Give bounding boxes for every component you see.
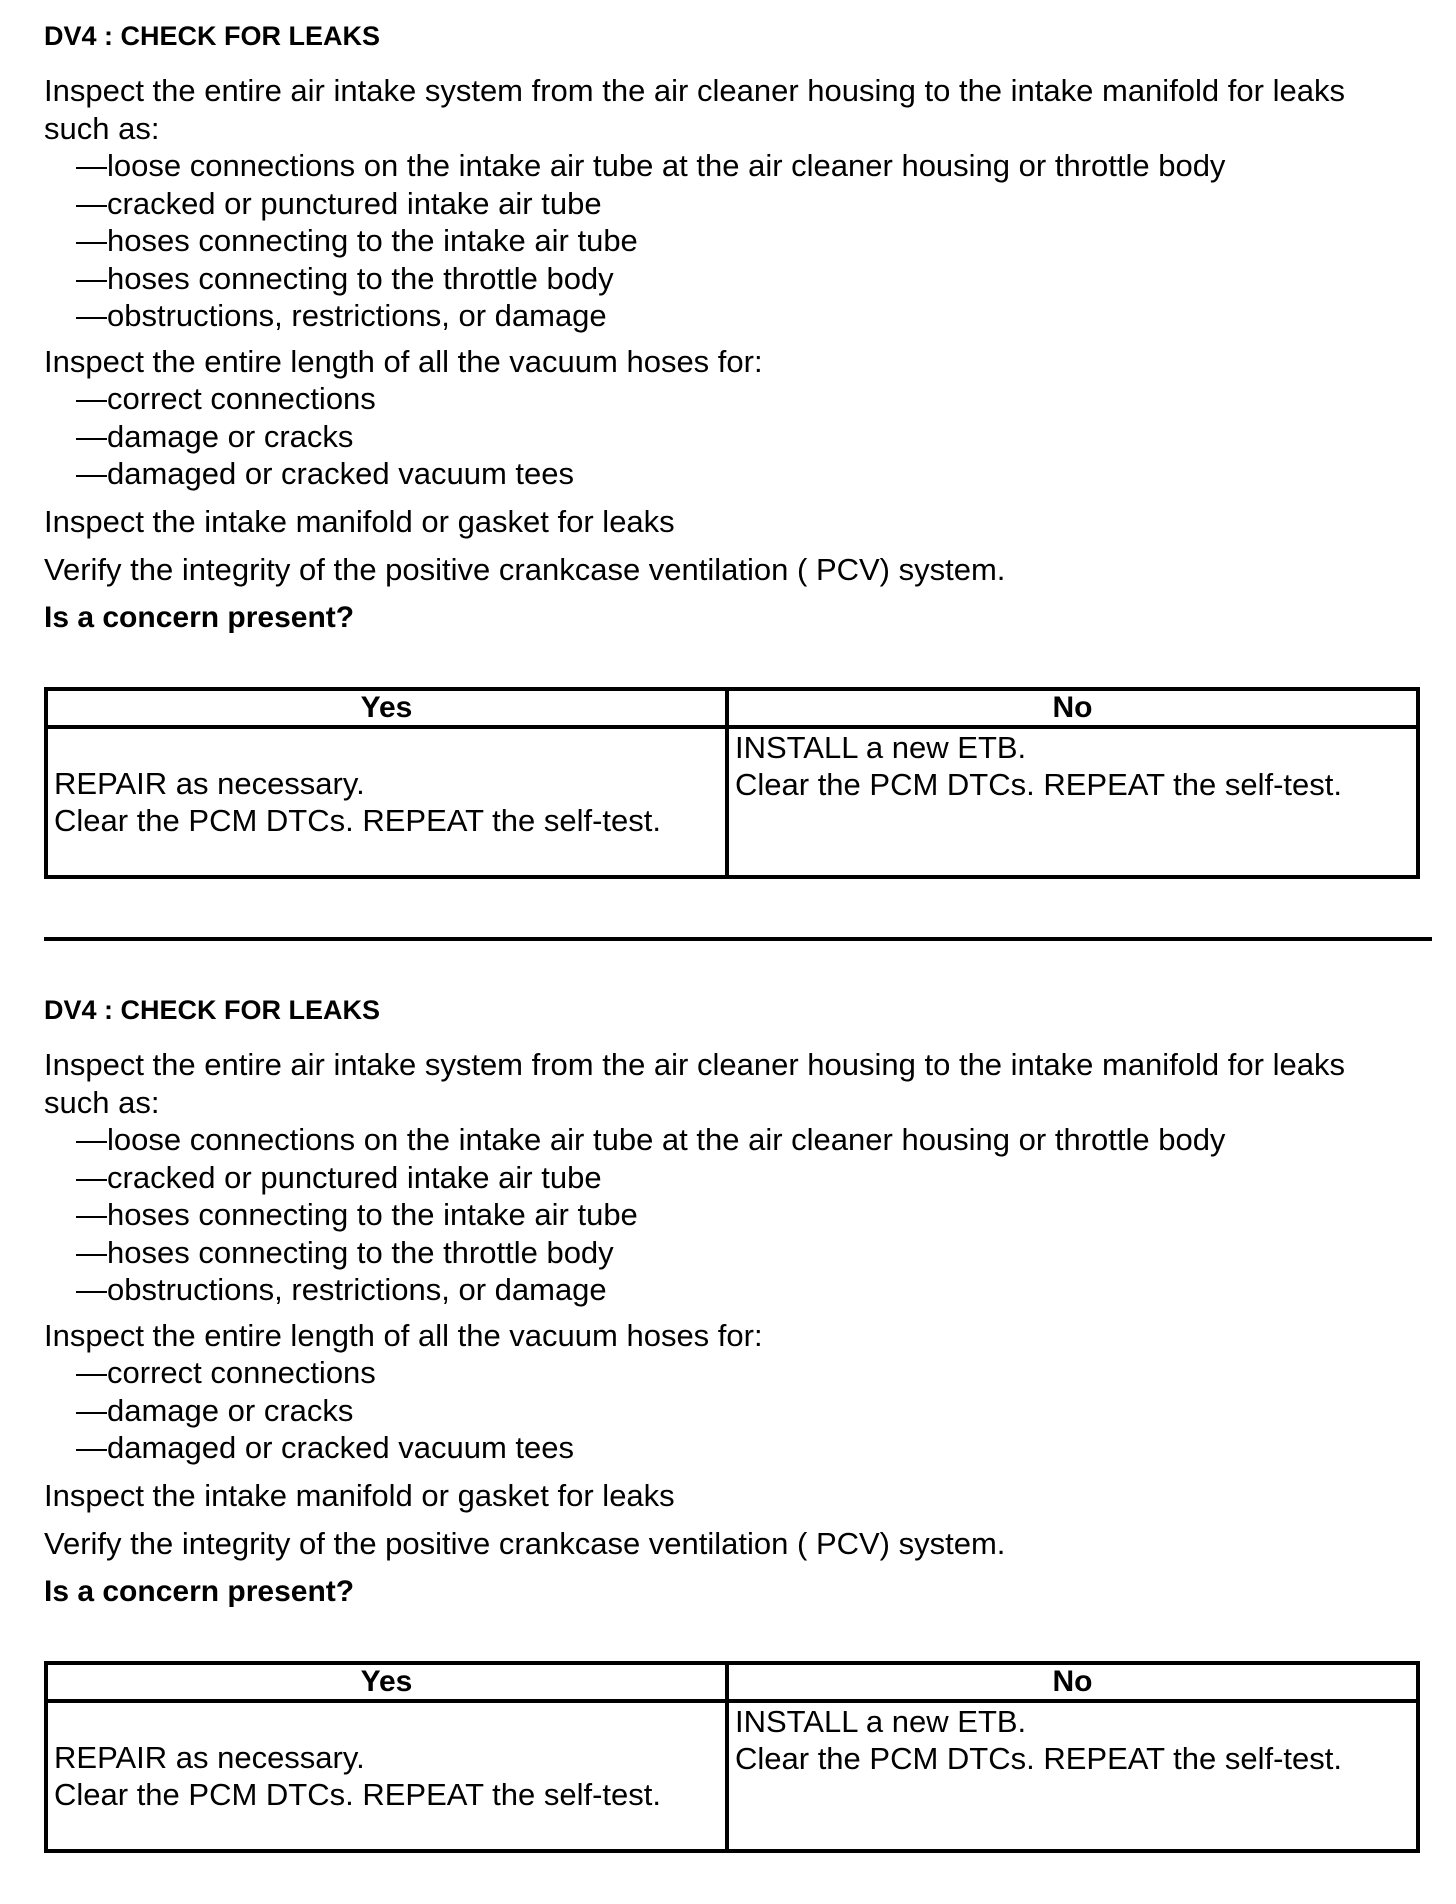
concern-question: Is a concern present? [44,600,355,634]
list-item: —hoses connecting to the intake air tube [76,223,638,258]
yes-action-line: Clear the PCM DTCs. REPEAT the self-test. [54,1777,661,1812]
yes-action-line: REPAIR as necessary. [54,766,365,801]
step-body [44,1046,1414,1610]
list-item: —correct connections [76,381,376,416]
intake-leak-list [44,147,1414,335]
step-body [44,72,1414,636]
intake-leak-list [44,1121,1414,1309]
section-divider [44,937,1432,941]
list-item: —cracked or punctured intake air tube [76,185,602,221]
concern-question: Is a concern present? [44,1574,355,1608]
intake-inspection-text: Inspect the entire air intake system from the air cleaner housing to the intake manifold for leaks such as: [44,73,1345,146]
no-action-line: INSTALL a new ETB. [735,1704,1027,1739]
vacuum-inspection-text: Inspect the entire length of all the vacuum hoses for: [44,343,763,379]
list-item: —damage or cracks [76,418,354,454]
intake-inspection-text: Inspect the entire air intake system from the air cleaner housing to the intake manifold for leaks such as: [44,1047,1345,1120]
no-header: No [727,689,1418,727]
list-item: —loose connections on the intake air tube at the air cleaner housing or throttle body [76,148,1226,183]
list-item: —damaged or cracked vacuum tees [76,1430,574,1465]
leak-check-section-1 [44,20,1414,636]
list-item: —correct connections [76,1355,376,1390]
step-title: DV4 : CHECK FOR LEAKS [44,995,381,1025]
no-header: No [727,1663,1418,1701]
list-item: —obstructions, restrictions, or damage [76,298,607,333]
manifold-inspection-text: Inspect the intake manifold or gasket for leaks [44,503,675,539]
yes-action-line: REPAIR as necessary. [54,1740,365,1775]
decision-table-1 [44,687,1420,879]
no-action-cell [727,1701,1418,1851]
step-title: DV4 : CHECK FOR LEAKS [44,21,381,51]
manifold-inspection-text: Inspect the intake manifold or gasket for leaks [44,1477,675,1513]
list-item: —hoses connecting to the throttle body [76,260,614,296]
decision-table-2 [44,1661,1420,1853]
list-item: —damaged or cracked vacuum tees [76,456,574,491]
no-action-line: Clear the PCM DTCs. REPEAT the self-test. [735,767,1342,802]
yes-action-cell [46,1701,727,1851]
yes-header: Yes [46,1663,727,1701]
pcv-verification-text: Verify the integrity of the positive crankcase ventilation ( PCV) system. [44,1526,1006,1561]
yes-action-line: Clear the PCM DTCs. REPEAT the self-test. [54,803,661,838]
vacuum-hose-list [44,380,1414,493]
yes-action-cell [46,727,727,877]
list-item: —damage or cracks [76,1392,354,1428]
leak-check-section-2 [44,994,1414,1610]
list-item: —hoses connecting to the throttle body [76,1234,614,1270]
list-item: —obstructions, restrictions, or damage [76,1272,607,1307]
list-item: —hoses connecting to the intake air tube [76,1197,638,1232]
yes-header: Yes [46,689,727,727]
no-action-cell [727,727,1418,877]
list-item: —cracked or punctured intake air tube [76,1159,602,1195]
vacuum-inspection-text: Inspect the entire length of all the vacuum hoses for: [44,1317,763,1353]
list-item: —loose connections on the intake air tube at the air cleaner housing or throttle body [76,1122,1226,1157]
pcv-verification-text: Verify the integrity of the positive crankcase ventilation ( PCV) system. [44,552,1006,587]
no-action-line: INSTALL a new ETB. [735,730,1027,765]
vacuum-hose-list [44,1354,1414,1467]
no-action-line: Clear the PCM DTCs. REPEAT the self-test. [735,1741,1342,1776]
